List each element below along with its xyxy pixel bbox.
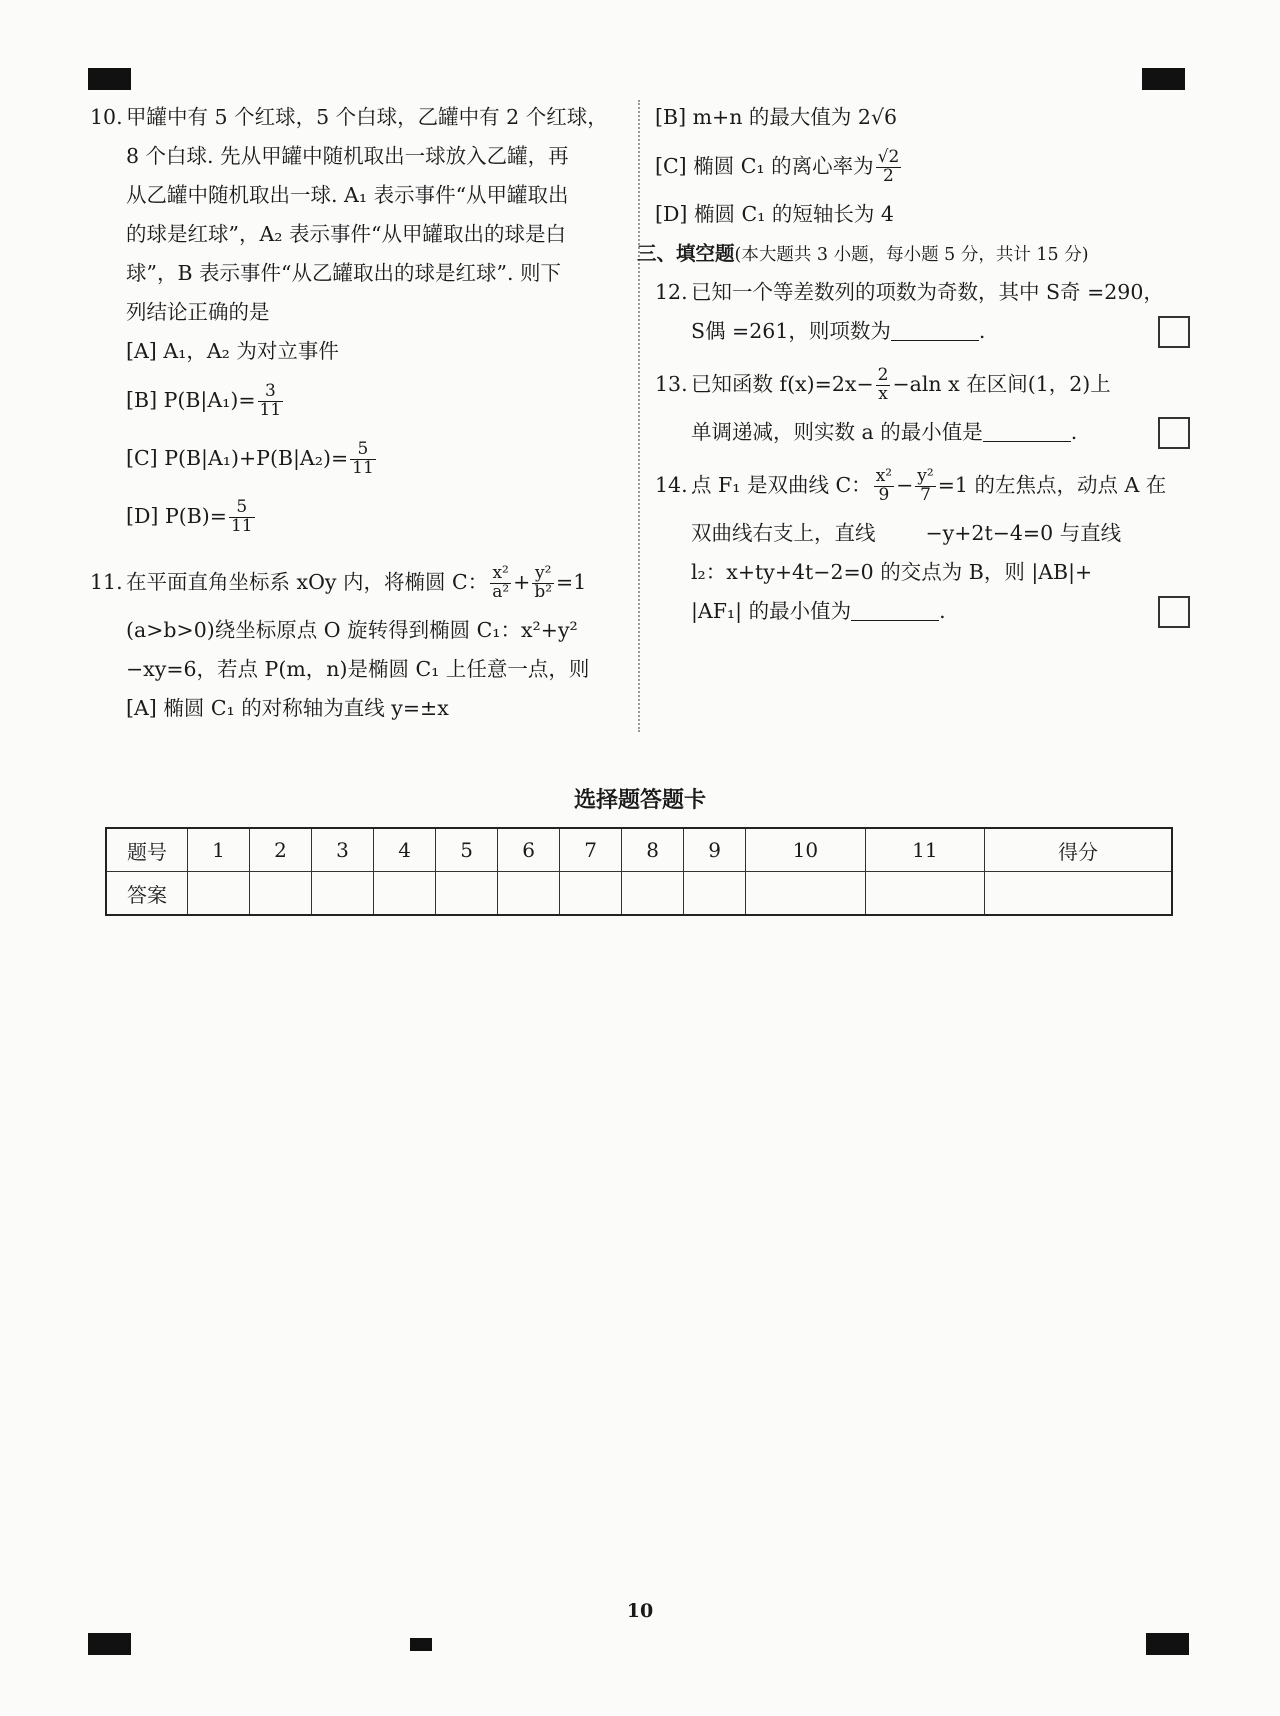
q10-line-4: 的球是红球”，A₂ 表示事件“从甲罐取出的球是白 [126,222,566,246]
q10-option-d: [D] P(B)= $\frac{5}{11}$ [126,497,253,536]
question-number-cell: 1 [188,828,250,872]
q10-line-6: 列结论正确的是 [126,300,270,324]
answer-cell[interactable] [622,872,684,916]
score-cell[interactable] [985,872,1172,916]
q11-line-3: −xy=6，若点 P(m，n)是椭圆 C₁ 上任意一点，则 [126,657,590,681]
answer-cell[interactable] [865,872,984,916]
question-number-cell: 6 [498,828,560,872]
q10-line-3: 从乙罐中随机取出一球. A₁ 表示事件“从甲罐取出 [126,183,569,207]
registration-mark-bottom-right [1146,1633,1189,1655]
question-11: 11. 在平面直角坐标系 xOy 内，将椭圆 C： $\frac{\text{x²}}{\text{a²}}$ + $\frac{\text{y²}}{\text{b²}}$ =1 (a>b>0)绕坐标原点 O 旋转得到椭圆 C₁：x²+y² −xy=6，若点 P(m，n)是椭圆 C₁ 上任意一点，则 [A] 椭圆 C₁ 的对称轴为直线 y=±x [90,553,625,728]
answer-blank [983,419,1071,442]
q10-option-c: [C] P(B|A₁)+P(B|A₂)= $\frac{5}{11}$ [126,439,374,478]
answer-cell[interactable] [188,872,250,916]
question-number-cell: 11 [865,828,984,872]
fraction: $\frac{\text{y²}}{7}$ [917,466,934,505]
answer-label: 答案 [106,872,188,916]
q11-option-b: [B] m+n 的最大值为 2√6 [655,105,898,129]
q10-line-5: 球”，B 表示事件“从乙罐取出的球是红球”. 则下 [126,261,562,285]
answer-card-title: 选择题答题卡 [573,788,706,813]
fraction: $\frac{2}{x}$ [877,365,889,404]
fraction: $\frac{√2}{2}$ [877,147,900,186]
question-12: 12. 已知一个等差数列的项数为奇数，其中 S奇 =290， S偶 =261，则项数为 . [655,273,1190,351]
table-row [106,828,1172,872]
fraction: $\frac{\text{x²}}{\text{a²}}$ [492,563,510,602]
registration-mark-bottom-center [410,1638,432,1651]
score-box[interactable] [1158,596,1190,628]
page-number: 10 [626,1600,654,1622]
registration-mark-top-left [88,68,131,90]
q10-option-b: [B] P(B|A₁)= $\frac{3}{11}$ [126,381,282,420]
answer-cell[interactable] [498,872,560,916]
right-column [637,98,1190,631]
question-number-cell: 7 [560,828,622,872]
fraction: $\frac{5}{11}$ [230,497,253,536]
question-number-cell: 10 [746,828,865,872]
table-row [106,872,1172,916]
question-number-cell: 8 [622,828,684,872]
q10-line-2: 8 个白球. 先从甲罐中随机取出一球放入乙罐，再 [126,144,569,168]
question-number: 11. [90,570,123,594]
q10-option-a: [A] A₁，A₂ 为对立事件 [126,339,339,363]
q11-option-d: [D] 椭圆 C₁ 的短轴长为 4 [655,202,894,226]
left-column [90,98,625,728]
answer-cell[interactable] [436,872,498,916]
q11-option-c: [C] 椭圆 C₁ 的离心率为 $\frac{√2}{2}$ [655,147,900,186]
score-box[interactable] [1158,316,1190,348]
registration-mark-bottom-left [88,1633,131,1655]
fraction: $\frac{3}{11}$ [259,381,282,420]
question-number-cell: 9 [684,828,746,872]
q11-line-2: (a>b>0)绕坐标原点 O 旋转得到椭圆 C₁：x²+y² [126,618,578,642]
fraction: $\frac{\text{y²}}{\text{b²}}$ [534,563,553,602]
answer-cell[interactable] [684,872,746,916]
score-label: 得分 [985,828,1172,872]
column-divider [638,100,640,732]
registration-mark-top-right [1142,68,1185,90]
answer-cell[interactable] [250,872,312,916]
fraction: $\frac{\text{x²}}{9}$ [875,466,893,505]
answer-cell[interactable] [560,872,622,916]
question-13: 13. 已知函数 f(x)=2x− $\frac{2}{x}$ −aln x 在区间(1，2)上 单调递减，则实数 a 的最小值是 . [655,355,1190,452]
question-number: 10. [90,105,123,129]
question-number-cell: 5 [436,828,498,872]
question-number-cell: 3 [312,828,374,872]
answer-cell[interactable] [746,872,865,916]
score-box[interactable] [1158,417,1190,449]
answer-cell[interactable] [374,872,436,916]
question-number-label: 题号 [106,828,188,872]
question-10 [90,98,625,545]
section-3-heading: 三、填空题(本大题共 3 小题，每小题 5 分，共计 15 分) [637,242,1089,265]
answer-cell[interactable] [312,872,374,916]
question-14: 14. 点 F₁ 是双曲线 C： $\frac{\text{x²}}{9}$ − $\frac{\text{y²}}{7}$ =1 的左焦点，动点 A 在 双曲线右支上，直线 −y+2t−4=0 与直线 l₂：x+ty+4t−2=0 的交点为 B，则 |AB|+ |AF₁| 的最小值为 . [655,456,1190,631]
fraction: $\frac{5}{11}$ [352,439,374,478]
q10-line-1: 甲罐中有 5 个红球，5 个白球，乙罐中有 2 个红球， [126,105,608,129]
answer-card-table [105,827,1173,916]
question-number-cell: 4 [374,828,436,872]
answer-blank [851,598,939,621]
question-number-cell: 2 [250,828,312,872]
q11-option-a: [A] 椭圆 C₁ 的对称轴为直线 y=±x [126,696,449,720]
answer-blank [891,318,979,341]
